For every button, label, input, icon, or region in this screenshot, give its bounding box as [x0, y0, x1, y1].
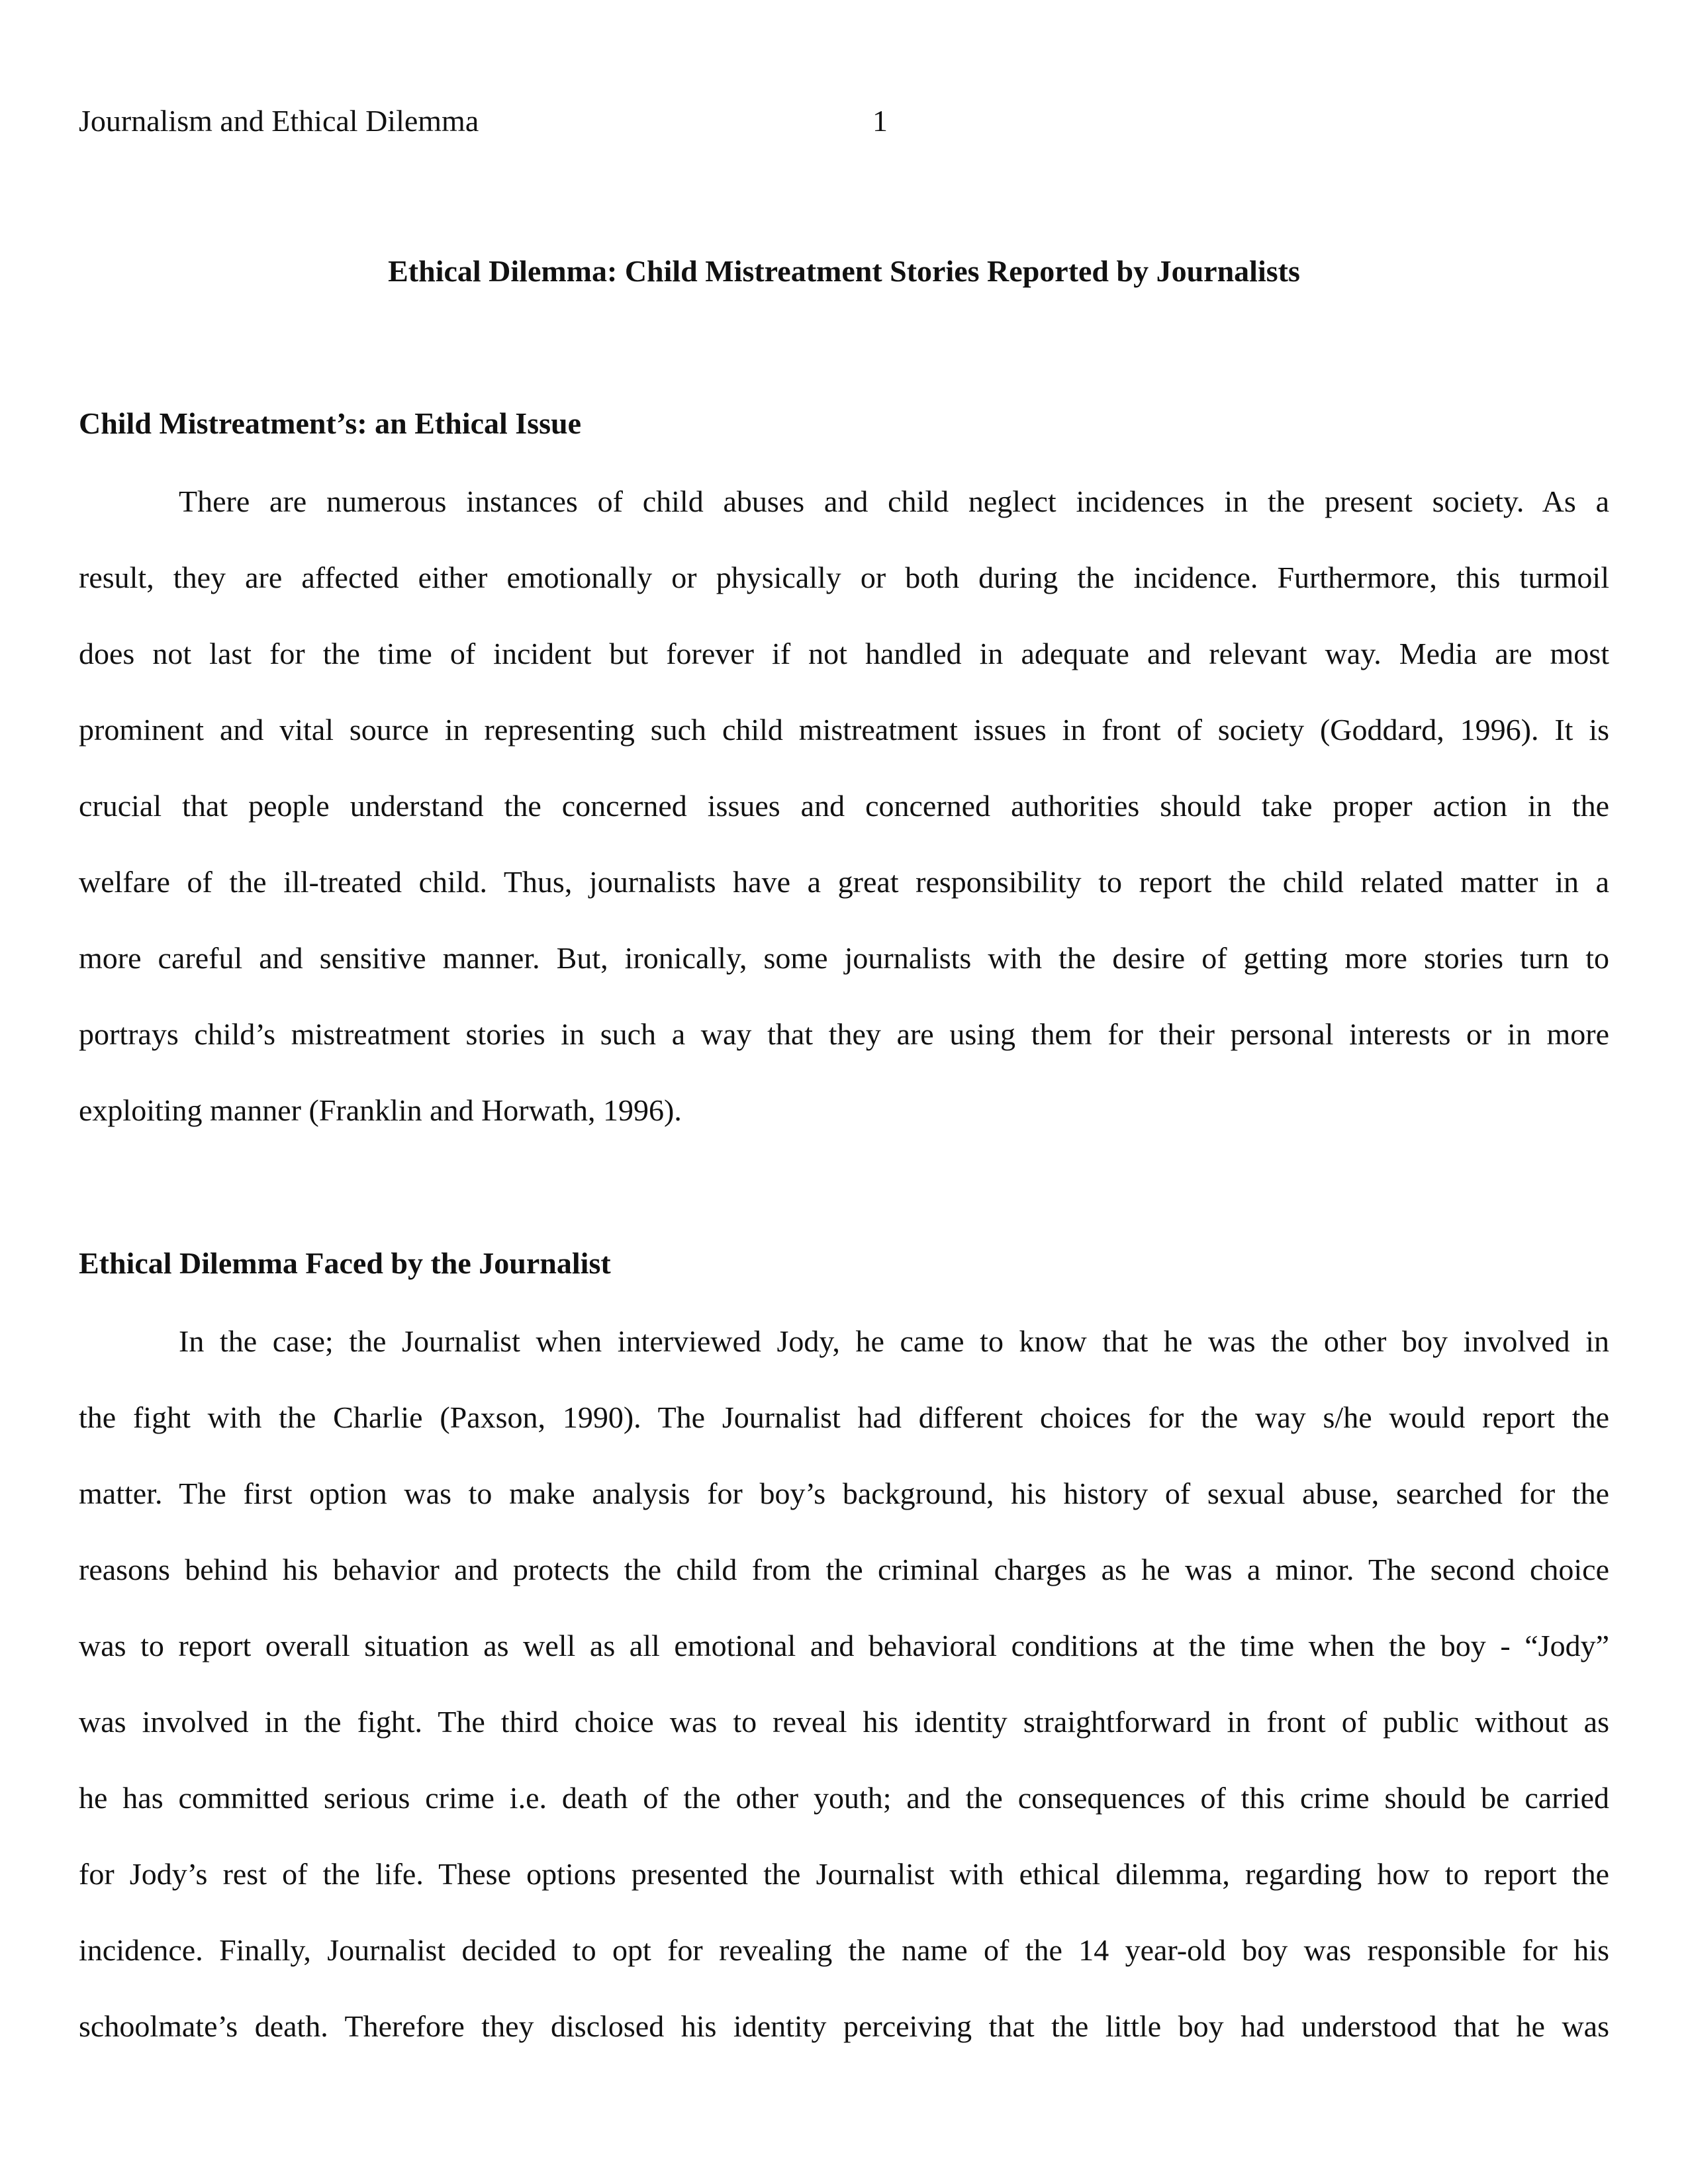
paragraph-line: the fight with the Charlie (Paxson, 1990). The Journalist had different choices for the way s/he would report the: [79, 1400, 1609, 1434]
paragraph-line: There are numerous instances of child abuses and child neglect incidences in the present society. As a: [179, 484, 1609, 518]
paragraph-line: result, they are affected either emotionally or physically or both during the incidence. Furthermore, this turmoil: [79, 561, 1609, 594]
section-heading: Child Mistreatment’s: an Ethical Issue: [79, 406, 581, 440]
paragraph-line: portrays child’s mistreatment stories in such a way that they are using them for their personal interests or in more: [79, 1017, 1609, 1051]
paragraph-line: In the case; the Journalist when interviewed Jody, he came to know that he was the other boy involved in: [179, 1324, 1609, 1358]
paragraph-line: he has committed serious crime i.e. death of the other youth; and the consequences of this crime should be carried: [79, 1781, 1609, 1815]
paragraph-line: incidence. Finally, Journalist decided to opt for revealing the name of the 14 year-old boy was responsible for his: [79, 1933, 1609, 1967]
paragraph-line: more careful and sensitive manner. But, ironically, some journalists with the desire of getting more stories turn to: [79, 941, 1609, 975]
paragraph-line: for Jody’s rest of the life. These options presented the Journalist with ethical dilemma, regarding how to report the: [79, 1857, 1609, 1891]
paragraph-line: schoolmate’s death. Therefore they disclosed his identity perceiving that the little boy had understood that he was: [79, 2009, 1609, 2043]
section-heading: Ethical Dilemma Faced by the Journalist: [79, 1246, 611, 1280]
paragraph-line: matter. The first option was to make analysis for boy’s background, his history of sexual abuse, searched for the: [79, 1477, 1609, 1510]
section-ethical-dilemma: [79, 1240, 1609, 2079]
paragraph-line: reasons behind his behavior and protects the child from the criminal charges as he was a minor. The second choice: [79, 1553, 1609, 1586]
document-title: Ethical Dilemma: Child Mistreatment Stories Reported by Journalists: [388, 254, 1300, 288]
running-head: Journalism and Ethical Dilemma: [79, 104, 479, 138]
paragraph: [79, 1318, 1609, 2079]
paragraph-line: was to report overall situation as well as all emotional and behavioral conditions at the time when the boy - “Jody”: [79, 1629, 1609, 1662]
paragraph-line: exploiting manner (Franklin and Horwath, 1996).: [79, 1093, 682, 1127]
paragraph-line: does not last for the time of incident but forever if not handled in adequate and relevant way. Media are most: [79, 637, 1609, 670]
paragraph-line: welfare of the ill-treated child. Thus, journalists have a great responsibility to report the child related matter in a: [79, 865, 1609, 899]
paragraph-line: crucial that people understand the concerned issues and concerned authorities should take proper action in the: [79, 789, 1609, 823]
section-child-mistreatment: [79, 400, 1609, 1163]
paragraph-line: prominent and vital source in representing such child mistreatment issues in front of society (Goddard, 1996). It is: [79, 713, 1609, 747]
paragraph-line: was involved in the fight. The third choice was to reveal his identity straightforward in front of public without as: [79, 1705, 1609, 1739]
page-number: 1: [872, 104, 888, 138]
paragraph: [79, 478, 1609, 1163]
